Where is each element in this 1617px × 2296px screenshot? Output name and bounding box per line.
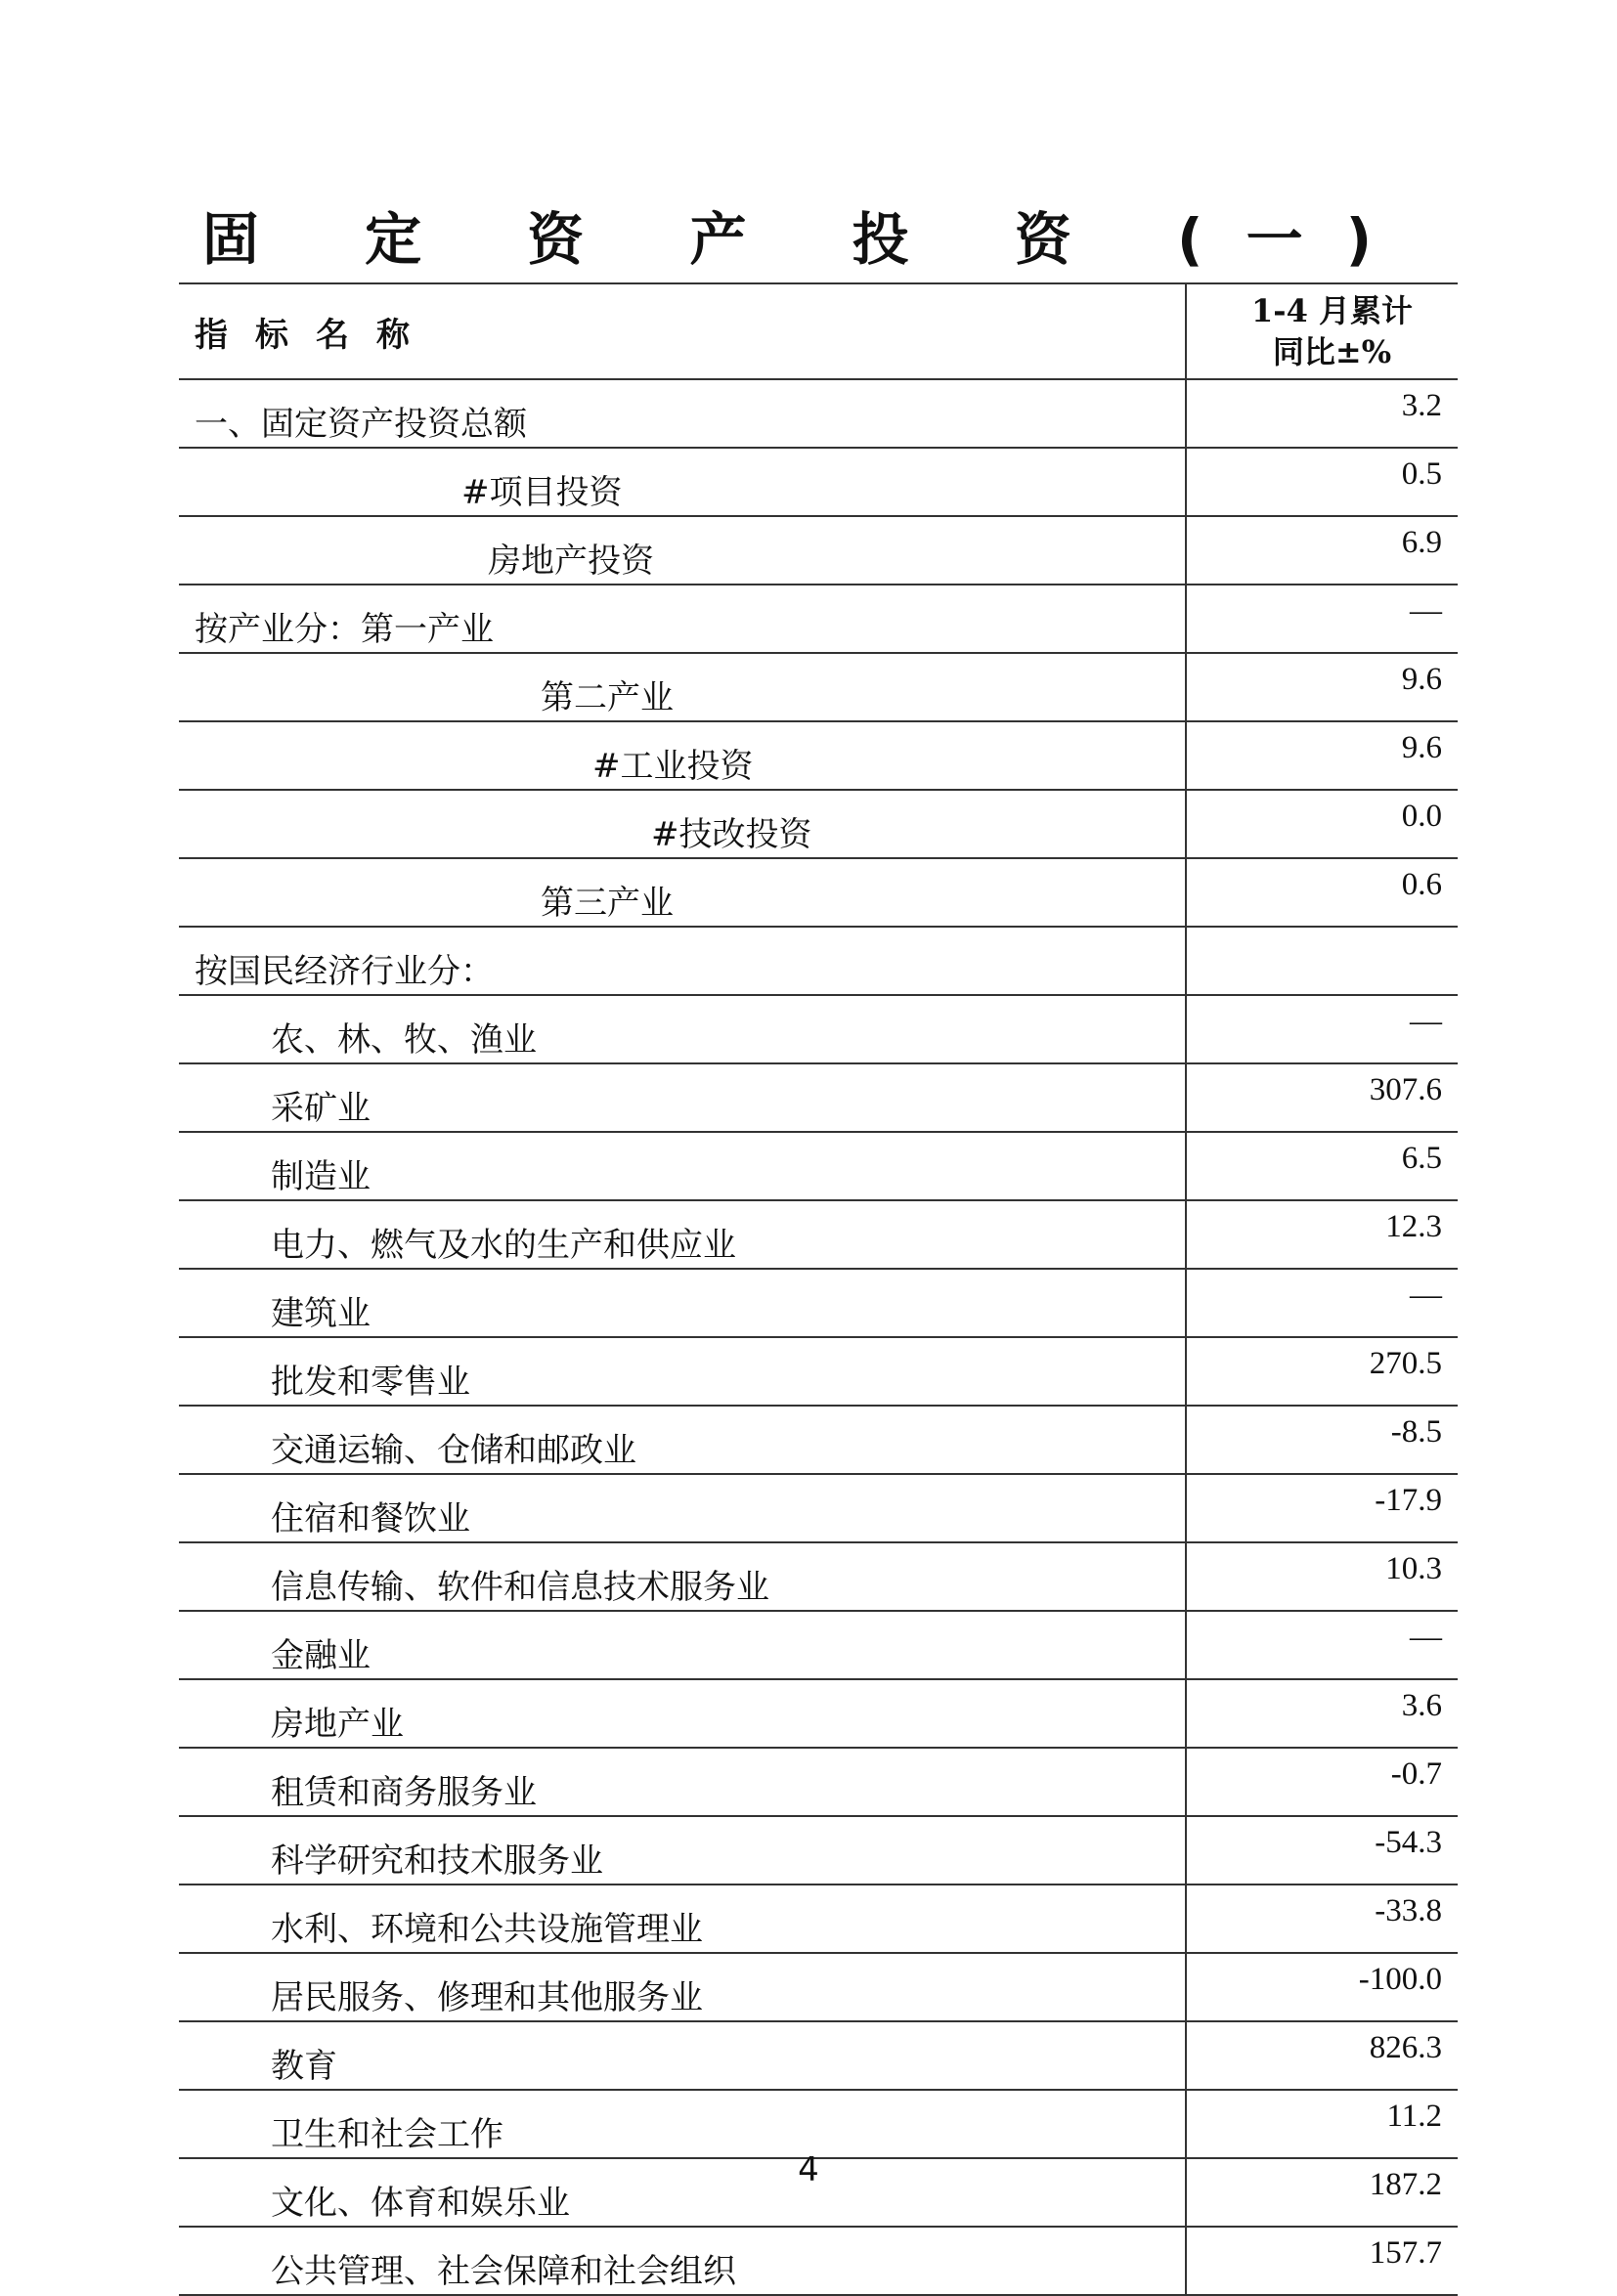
column-header-value-line2: 同比±% [1272, 333, 1392, 370]
row-value: 6.9 [1186, 516, 1458, 585]
row-label: 房地产投资 [179, 516, 1186, 585]
row-label: 按国民经济行业分： [179, 927, 1186, 995]
row-label: 第二产业 [179, 653, 1186, 721]
table-row [179, 1132, 1458, 1200]
page-title: 固 定 资 产 投 资 (一) [201, 206, 1416, 273]
table-row [179, 927, 1458, 995]
row-label: 批发和零售业 [179, 1337, 1186, 1406]
row-value: 826.3 [1186, 2021, 1458, 2090]
row-label: 建筑业 [179, 1269, 1186, 1337]
table-row [179, 1611, 1458, 1679]
row-label: 科学研究和技术服务业 [179, 1816, 1186, 1884]
row-label: 房地产业 [179, 1679, 1186, 1748]
row-value: — [1186, 1611, 1458, 1679]
table-row [179, 1542, 1458, 1611]
table-row [179, 1337, 1458, 1406]
table-row [179, 1474, 1458, 1542]
row-label: 卫生和社会工作 [179, 2090, 1186, 2158]
table-row [179, 2021, 1458, 2090]
row-label: 住宿和餐饮业 [179, 1474, 1186, 1542]
row-value: 187.2 [1186, 2158, 1458, 2227]
row-label: 公共管理、社会保障和社会组织 [179, 2227, 1186, 2295]
row-value: 3.2 [1186, 379, 1458, 448]
table-row [179, 1200, 1458, 1269]
row-value: — [1186, 995, 1458, 1063]
row-label: 按产业分：第一产业 [179, 585, 1186, 653]
row-value: 0.6 [1186, 858, 1458, 927]
row-value: -100.0 [1186, 1953, 1458, 2021]
table-row [179, 2090, 1458, 2158]
table-row [179, 379, 1458, 448]
table-row [179, 1679, 1458, 1748]
row-value: — [1186, 585, 1458, 653]
row-value: 270.5 [1186, 1337, 1458, 1406]
row-label: 交通运输、仓储和邮政业 [179, 1406, 1186, 1474]
row-value: 307.6 [1186, 1063, 1458, 1132]
table-row [179, 1953, 1458, 2021]
row-label: 租赁和商务服务业 [179, 1748, 1186, 1816]
row-label: 水利、环境和公共设施管理业 [179, 1884, 1186, 1953]
table-row [179, 1816, 1458, 1884]
row-label: 采矿业 [179, 1063, 1186, 1132]
row-label: 信息传输、软件和信息技术服务业 [179, 1542, 1186, 1611]
row-value [1186, 927, 1458, 995]
row-label: 制造业 [179, 1132, 1186, 1200]
row-value: 0.5 [1186, 448, 1458, 516]
row-value: -17.9 [1186, 1474, 1458, 1542]
row-value: -0.7 [1186, 1748, 1458, 1816]
row-value: 6.5 [1186, 1132, 1458, 1200]
row-label: 农、林、牧、渔业 [179, 995, 1186, 1063]
row-value: 11.2 [1186, 2090, 1458, 2158]
row-label: #工业投资 [179, 721, 1186, 790]
table-row [179, 448, 1458, 516]
row-label: 一、固定资产投资总额 [179, 379, 1186, 448]
table-row [179, 790, 1458, 858]
row-label: #项目投资 [179, 448, 1186, 516]
page-number: 4 [798, 2150, 819, 2189]
row-value: 9.6 [1186, 653, 1458, 721]
row-label: 电力、燃气及水的生产和供应业 [179, 1200, 1186, 1269]
table-row [179, 1884, 1458, 1953]
table-row [179, 1748, 1458, 1816]
row-label: #技改投资 [179, 790, 1186, 858]
row-value: 157.7 [1186, 2227, 1458, 2295]
row-label: 第三产业 [179, 858, 1186, 927]
column-header-value-line1: 1-4 月累计 [1251, 292, 1413, 329]
table-row [179, 1063, 1458, 1132]
row-value: 9.6 [1186, 721, 1458, 790]
table-row [179, 1406, 1458, 1474]
row-value: 3.6 [1186, 1679, 1458, 1748]
row-value: 12.3 [1186, 1200, 1458, 1269]
row-value: -8.5 [1186, 1406, 1458, 1474]
table-row [179, 585, 1458, 653]
column-header-value [1186, 283, 1458, 379]
table-row [179, 653, 1458, 721]
table-row [179, 858, 1458, 927]
row-value: -54.3 [1186, 1816, 1458, 1884]
row-value: 0.0 [1186, 790, 1458, 858]
table-row [179, 995, 1458, 1063]
row-label: 金融业 [179, 1611, 1186, 1679]
table-header-row [179, 283, 1458, 379]
column-header-name: 指标名称 [179, 283, 1186, 379]
table-row [179, 721, 1458, 790]
row-value: 10.3 [1186, 1542, 1458, 1611]
row-value: — [1186, 1269, 1458, 1337]
row-label: 文化、体育和娱乐业 [179, 2158, 1186, 2227]
row-value: -33.8 [1186, 1884, 1458, 1953]
table-row [179, 2227, 1458, 2295]
row-label: 教育 [179, 2021, 1186, 2090]
table-row [179, 516, 1458, 585]
table-row [179, 1269, 1458, 1337]
investment-table [179, 282, 1458, 2296]
row-label: 居民服务、修理和其他服务业 [179, 1953, 1186, 2021]
